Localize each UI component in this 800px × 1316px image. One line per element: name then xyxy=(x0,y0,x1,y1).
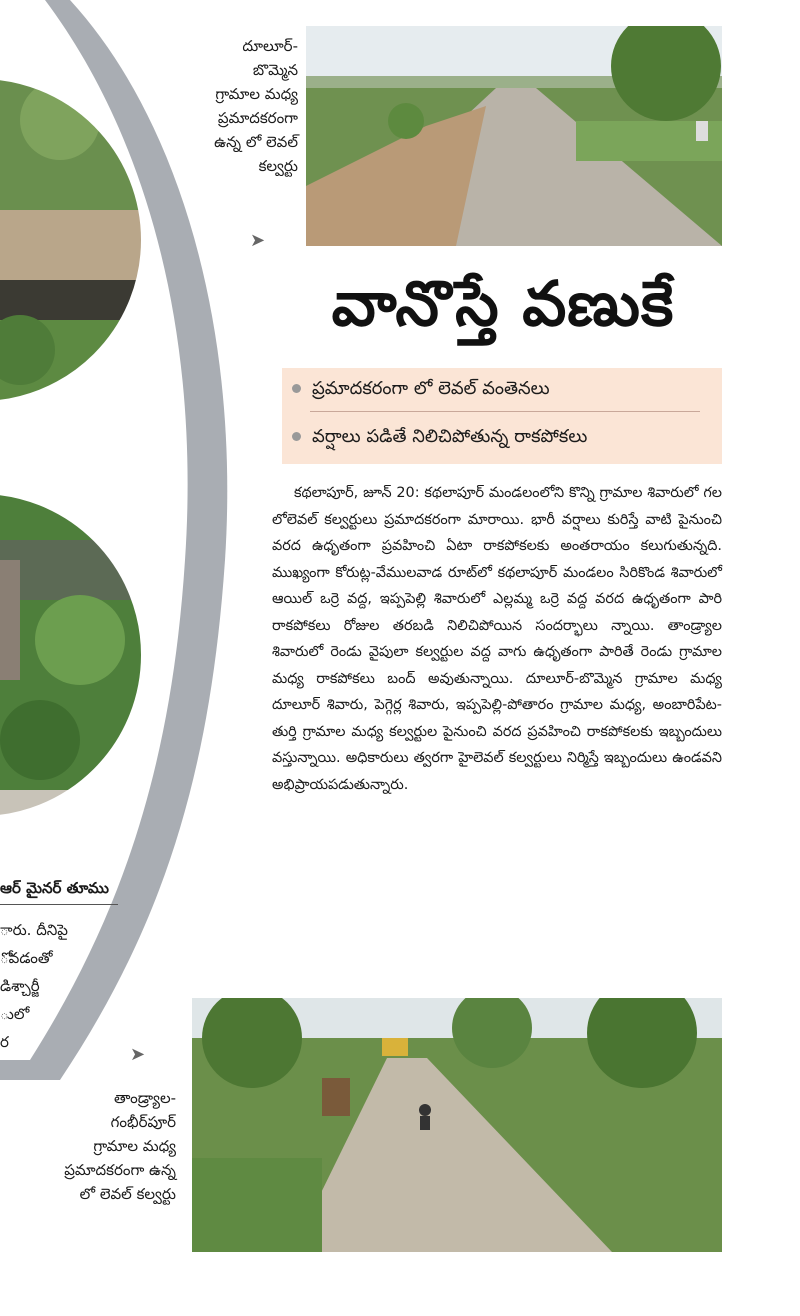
caption-line: ఉన్న లో లెవల్ xyxy=(214,133,298,151)
caption-line: లో లెవల్ కల్వర్టు xyxy=(79,1185,176,1203)
caption-line: గ్రామాల మధ్య xyxy=(215,85,298,103)
bullet-dot-icon xyxy=(292,432,301,441)
adjacent-article-text: ర xyxy=(0,1033,9,1051)
adjacent-article-rule xyxy=(0,904,118,905)
bullet-divider xyxy=(310,411,700,412)
adjacent-article-text: ారు. దీనిపై xyxy=(0,921,68,939)
bottom-photo-caption xyxy=(20,1086,176,1206)
top-road-photo xyxy=(306,26,722,246)
right-arrow-icon: ➤ xyxy=(250,230,266,251)
adjacent-article-text: ులో xyxy=(0,1005,30,1023)
caption-line: కల్వర్టు xyxy=(258,157,298,175)
bullet-text: వర్షాలు పడితే నిలిచిపోతున్న రాకపోకలు xyxy=(312,426,588,447)
caption-line: తాండ్ర్యాల- xyxy=(113,1089,176,1107)
caption-line: ప్రమాదకరంగా xyxy=(217,109,298,127)
headline: వానొస్తే వణుకే xyxy=(331,267,675,340)
bullet-item xyxy=(282,416,722,458)
highlight-bullets xyxy=(282,368,722,464)
caption-line: గ్రామాల మధ్య xyxy=(93,1137,176,1155)
adjacent-article-text: డిశ్చార్జీ xyxy=(0,977,40,995)
caption-line: ప్రమాదకరంగా ఉన్న xyxy=(64,1161,176,1179)
bullet-text: ప్రమాదకరంగా లో లెవల్ వంతెనలు xyxy=(312,378,550,399)
article-body: కథలాపూర్, జూన్ 20: కథలాపూర్ మండలంలోని కొన్ని గ్రామాల శివారులో గల లోలెవల్ కల్వర్టులు ప్రమాదకరంగా మారాయి. భారీ వర్షాలు కురిస్తే వాటి పైనుంచి వరద ఉధృతంగా ప్రవహించి ఏటా రాకపోకలకు అంతరాయం కలుగుతున్నది. ముఖ్యంగా కోరుట్ల-వేములవాడ రూట్‌లో కథలాపూర్ మండలం సిరికొండ శివారులో ఆయిల్ ఒర్రె వద్ద, ఇప్పపెల్లి శివారులో ఎల్లమ్మ ఒర్రె వద్ద వరద ఉధృతంగా పారి రాకపోకలు రోజుల తరబడి నిలిచిపోయిన సందర్భాలు న్నాయి. తాండ్ర్యాల శివారులో రెండు వైపులా కల్వర్టుల వద్ద వాగు ఉధృతంగా పారితే రెండు గ్రామాల మధ్య రాకపోకలు బంద్ అవుతున్నాయి. దూలూర్-బొమ్మెన గ్రామాల మధ్య దూలూర్ శివారు, పెగ్గెర్ల శివారు, ఇప్పపెల్లి-పోతారం గ్రామాల మధ్య, అంబారిపేట-తుర్తి గ్రామాల మధ్య కల్వర్టుల పైనుంచి వరద ప్రవహించి రాకపోకలకు ఇబ్బందులు వస్తున్నాయి. అధికారులు త్వరగా హైలెవల్ కల్వర్టులు నిర్మిస్తే ఇబ్బందులు ఉండవని అభిప్రాయపడుతున్నారు. xyxy=(272,485,722,793)
caption-line: బొమ్మెన xyxy=(252,61,298,79)
caption-line: దూలూర్- xyxy=(242,37,298,55)
bottom-road-photo xyxy=(192,998,722,1252)
bullet-dot-icon xyxy=(292,384,301,393)
bullet-item xyxy=(282,368,722,410)
adjacent-article-text: ోవడంతో xyxy=(0,949,53,967)
right-arrow-icon: ➤ xyxy=(130,1044,146,1065)
caption-line: గంభీర్‌పూర్ xyxy=(110,1113,176,1131)
top-photo-caption xyxy=(130,34,298,178)
adjacent-article-heading: ఆర్ మైనర్ తూము xyxy=(0,879,109,897)
